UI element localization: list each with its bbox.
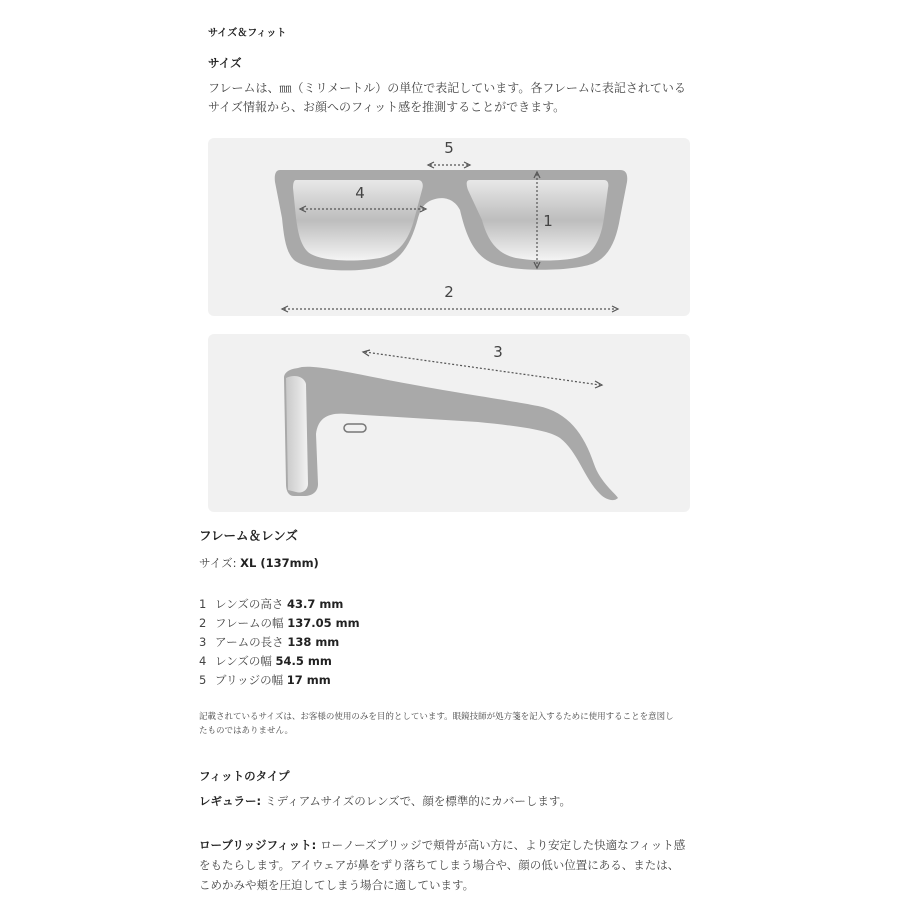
measurement-label: アームの長さ (215, 635, 288, 649)
disclaimer-line-1: 記載されているサイズは、お客様の使用のみを目的としています。眼鏡技師が処方箋を記入するために使用することを意図し (199, 712, 674, 722)
intro-line-1: フレームは、㎜（ミリメートル）の単位で表記しています。各フレームに表記されている (208, 81, 686, 95)
measurement-label: レンズの高さ (215, 597, 288, 611)
measurement-row (199, 595, 360, 614)
measurement-value: 54.5 mm (275, 654, 332, 668)
measurement-list (199, 595, 360, 690)
measurement-row (199, 652, 360, 671)
measurement-num: 1 (199, 597, 207, 611)
frame-lens-heading: フレーム＆レンズ (199, 528, 298, 543)
intro-line-2: サイズ情報から、お顔へのフィット感を推測することができます。 (208, 100, 566, 114)
measurement-value: 17 mm (286, 673, 331, 687)
fit-low-bridge-line-2: をもたらします。アイウェアが鼻をずり落ちてしまう場合や、顔の低い位置にある、または、 (199, 858, 680, 872)
front-view-diagram (208, 138, 690, 316)
fit-low-bridge-line-3: こめかみや頬を圧迫してしまう場合に適しています。 (199, 878, 475, 892)
fit-type-heading: フィットのタイプ (199, 769, 290, 783)
disclaimer-line-2: たものではありません。 (199, 726, 294, 736)
label-lens-height: 1 (543, 212, 553, 230)
label-frame-width: 2 (444, 283, 454, 301)
glasses-side-illustration (208, 334, 690, 512)
size-line (199, 555, 319, 571)
side-arm-shape (284, 367, 618, 500)
measurement-value: 43.7 mm (287, 597, 344, 611)
measurement-label: レンズの幅 (215, 654, 276, 668)
size-value: XL (137mm) (240, 556, 319, 570)
glasses-front-illustration (208, 138, 690, 316)
measurement-row (199, 614, 360, 633)
fit-low-bridge-line-1: ローノーズブリッジで頬骨が高い方に、より安定した快適なフィット感 (320, 838, 686, 852)
measurement-value: 138 mm (287, 635, 340, 649)
fit-low-bridge-label: ローブリッジフィット: (199, 838, 321, 852)
intro-text (208, 79, 708, 117)
fit-low-bridge (199, 835, 724, 895)
fit-regular-text: ミディアムサイズのレンズで、顔を標準的にカバーします。 (265, 794, 571, 808)
label-lens-width: 4 (355, 184, 365, 202)
fit-regular-label: レギュラー: (199, 794, 266, 808)
disclaimer (199, 710, 719, 738)
label-bridge: 5 (444, 139, 454, 157)
measurement-row (199, 671, 360, 690)
logo-mark (344, 424, 366, 432)
size-label: サイズ: (199, 556, 241, 570)
measurement-num: 4 (199, 654, 207, 668)
measurement-row (199, 633, 360, 652)
measurement-num: 5 (199, 673, 207, 687)
measurement-num: 3 (199, 635, 207, 649)
measurement-label: ブリッジの幅 (215, 673, 287, 687)
side-view-diagram (208, 334, 690, 512)
section-title: サイズ＆フィット (208, 28, 287, 39)
measurement-num: 2 (199, 616, 207, 630)
label-arm-length: 3 (493, 343, 503, 361)
side-lens (286, 376, 308, 493)
measurement-label: フレームの幅 (215, 616, 288, 630)
fit-regular (199, 793, 571, 809)
measurement-value: 137.05 mm (287, 616, 360, 630)
size-heading: サイズ (208, 56, 242, 70)
